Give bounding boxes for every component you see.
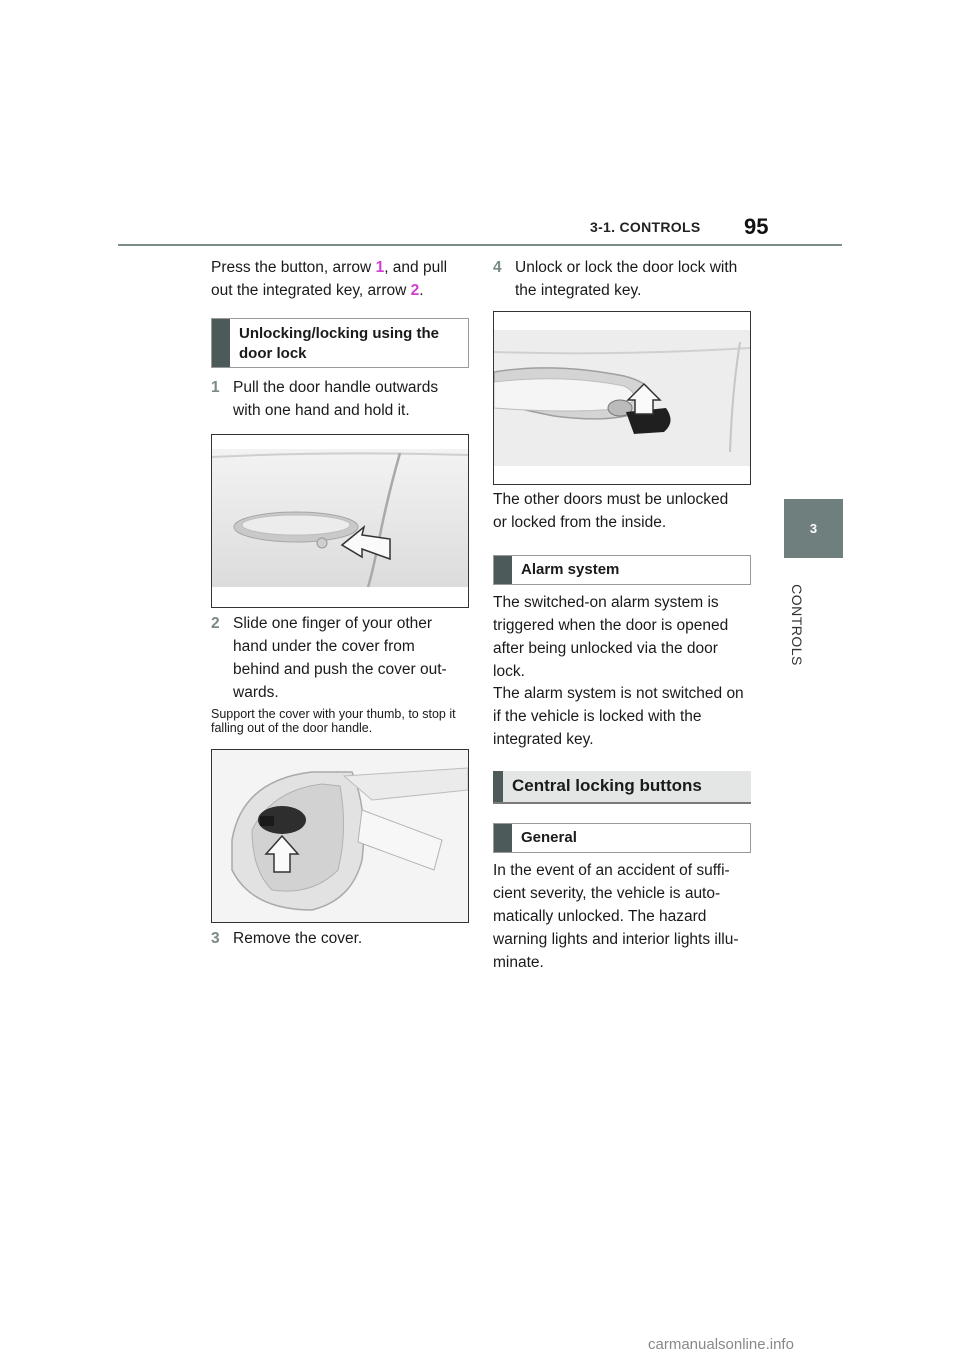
figure-key-in-lock: [493, 311, 751, 485]
heading-box-central-locking: [493, 771, 751, 804]
note-support-cover: Support the cover with your thumb, to stop it falling out of the door handle.: [211, 707, 456, 735]
heading-alarm-system: Alarm system: [521, 561, 620, 578]
step-4-text: Unlock or lock the door lock with the integrated key.: [515, 259, 738, 299]
arrow-1-ref: 1: [375, 259, 385, 276]
cover-illustration: [212, 750, 468, 922]
step-2-number: 2: [211, 615, 220, 632]
step-3: [211, 927, 469, 950]
step-4: [493, 256, 751, 302]
step-4-number: 4: [493, 259, 502, 276]
step-3-text: Remove the cover.: [233, 930, 363, 947]
door-handle-illustration: [212, 435, 468, 607]
intro-text-a: Press the button, arrow: [211, 259, 376, 276]
chapter-tab-number: 3: [809, 521, 818, 536]
heading-bar: [212, 319, 230, 367]
arrow-2-ref: 2: [410, 282, 420, 299]
heading-bar: [493, 771, 503, 802]
heading-box-general: [493, 823, 751, 853]
step-2-text: Slide one finger of your other hand under the cover from behind and push the cover out-wards.: [233, 615, 447, 701]
intro-text-b: , and pull: [384, 259, 448, 276]
heading-general: General: [521, 829, 577, 846]
step-1: [211, 376, 469, 422]
watermark: carmanualsonline.info: [648, 1336, 794, 1353]
figure-door-handle-pull: [211, 434, 469, 608]
step-1-text: Pull the door handle outwards with one hand and hold it.: [233, 379, 439, 419]
step-1-number: 1: [211, 379, 220, 396]
alarm-paragraph-1: The switched-on alarm system is triggered when the door is opened after being unlocked via the door lock.: [493, 594, 729, 680]
heading-bar: [494, 824, 512, 852]
intro-text-d: .: [419, 282, 424, 299]
heading-bar: [494, 556, 512, 584]
key-lock-illustration: [494, 312, 750, 484]
section-title: 3-1. CONTROLS: [590, 219, 701, 235]
alarm-paragraph-2: The alarm system is not switched on if the vehicle is locked with the integrated key.: [493, 685, 744, 748]
heading-central-locking: Central locking buttons: [512, 776, 702, 795]
heading-box-alarm: [493, 555, 751, 585]
step-3-number: 3: [211, 930, 220, 947]
other-doors-paragraph: The other doors must be unlocked or locked from the inside.: [493, 491, 729, 531]
general-paragraph: In the event of an accident of suffi-cient severity, the vehicle is auto-matically unlocked. The hazard warning lights and interior lights illu-minate.: [493, 862, 739, 971]
chapter-tab[interactable]: [784, 499, 843, 558]
chapter-label: CONTROLS: [789, 584, 805, 666]
figure-cover-push: [211, 749, 469, 923]
page-number: 95: [744, 214, 769, 239]
header-rule: [118, 244, 842, 246]
step-2: [211, 612, 469, 704]
intro-text-c: out the integrated key, arrow: [211, 282, 411, 299]
heading-box-door-lock: [211, 318, 469, 368]
heading-door-lock: Unlocking/locking using the door lock: [239, 325, 440, 362]
intro-paragraph: [211, 256, 473, 302]
